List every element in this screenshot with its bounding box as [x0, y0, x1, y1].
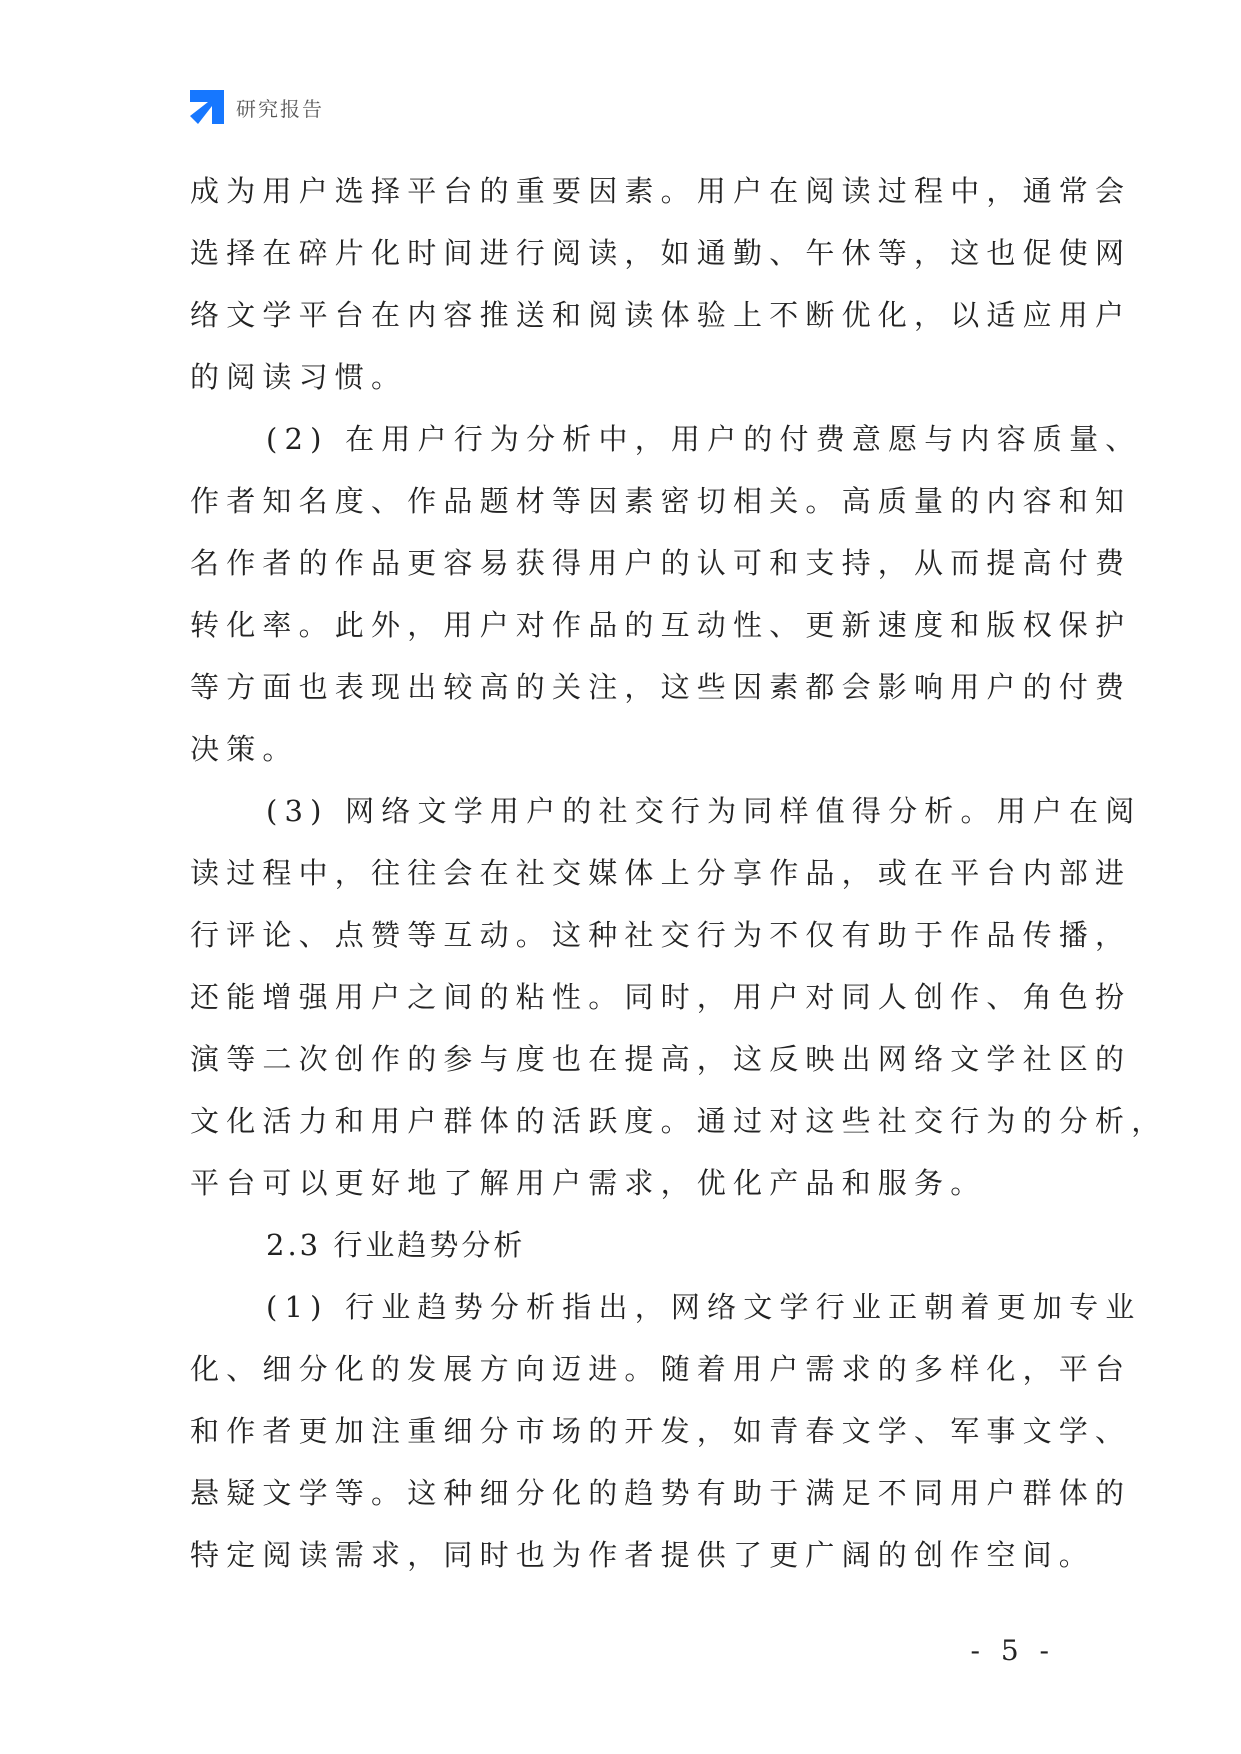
- text-line: 转化率。此外，用户对作品的互动性、更新速度和版权保护: [190, 608, 1132, 642]
- text-line: 行评论、点赞等互动。这种社交行为不仅有助于作品传播，: [190, 918, 1132, 952]
- text-line: 特定阅读需求，同时也为作者提供了更广阔的创作空间。: [190, 1538, 1096, 1572]
- section-heading: 2.3 行业趋势分析: [266, 1228, 526, 1262]
- logo-arrow-icon: [190, 90, 224, 124]
- document-body: [190, 160, 1168, 1586]
- text-line: 读过程中，往往会在社交媒体上分享作品，或在平台内部进: [190, 856, 1132, 890]
- paragraph-3-start: (3) 网络文学用户的社交行为同样值得分析。用户在阅: [266, 794, 1142, 828]
- report-header: [190, 90, 324, 124]
- text-line: 悬疑文学等。这种细分化的趋势有助于满足不同用户群体的: [190, 1476, 1132, 1510]
- paragraph-2-start: (2) 在用户行为分析中，用户的付费意愿与内容质量、: [266, 422, 1142, 456]
- text-line: 名作者的作品更容易获得用户的认可和支持，从而提高付费: [190, 546, 1132, 580]
- text-line: 还能增强用户之间的粘性。同时，用户对同人创作、角色扮: [190, 980, 1132, 1014]
- text-line: 络文学平台在内容推送和阅读体验上不断优化，以适应用户: [190, 298, 1132, 332]
- text-line: 作者知名度、作品题材等因素密切相关。高质量的内容和知: [190, 484, 1132, 518]
- text-line: 化、细分化的发展方向迈进。随着用户需求的多样化，平台: [190, 1352, 1132, 1386]
- paragraph-4-start: (1) 行业趋势分析指出，网络文学行业正朝着更加专业: [266, 1290, 1142, 1324]
- text-line: 文化活力和用户群体的活跃度。通过对这些社交行为的分析，: [190, 1104, 1168, 1138]
- text-line: 平台可以更好地了解用户需求，优化产品和服务。: [190, 1166, 987, 1200]
- text-line: 的阅读习惯。: [190, 360, 408, 394]
- header-title: 研究报告: [236, 96, 324, 121]
- text-line: 等方面也表现出较高的关注，这些因素都会影响用户的付费: [190, 670, 1132, 704]
- text-line: 和作者更加注重细分市场的开发，如青春文学、军事文学、: [190, 1414, 1132, 1448]
- text-line: 决策。: [190, 732, 299, 766]
- text-line: 演等二次创作的参与度也在提高，这反映出网络文学社区的: [190, 1042, 1132, 1076]
- page-number: - 5 -: [970, 1634, 1055, 1667]
- text-line: 成为用户选择平台的重要因素。用户在阅读过程中，通常会: [190, 174, 1132, 208]
- text-line: 选择在碎片化时间进行阅读，如通勤、午休等，这也促使网: [190, 236, 1132, 270]
